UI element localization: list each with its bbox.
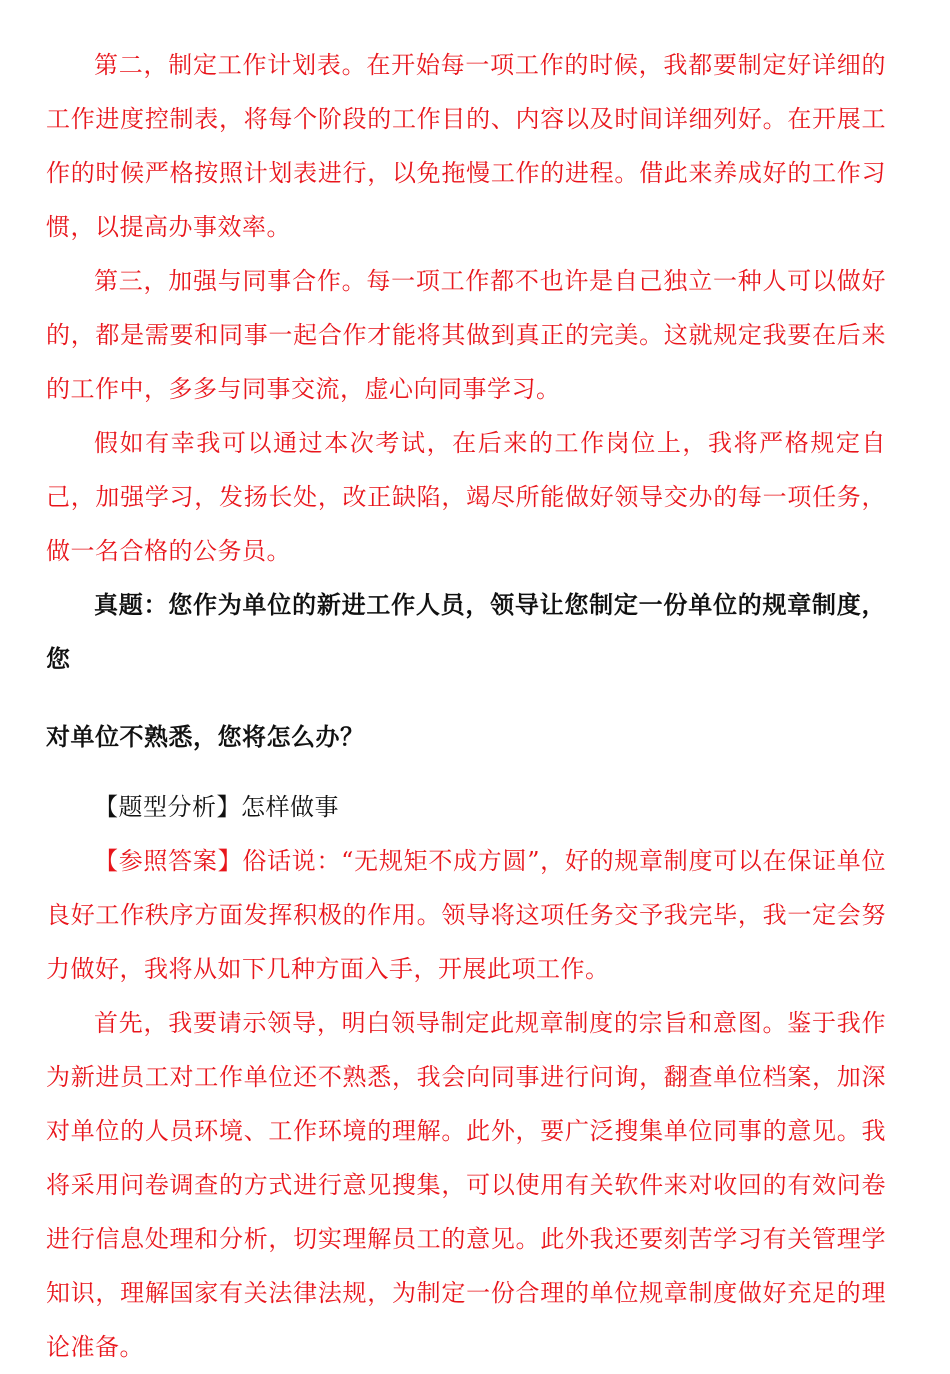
paragraph-first-step: 首先，我要请示领导，明白领导制定此规章制度的宗旨和意图。鉴于我作为新进员工对工作单位还不熟悉，我会向同事进行问询，翻查单位档案，加深对单位的人员环境、工作环境的理解。此外，要广泛搜集单位同事的意见。我将采用问卷调查的方式进行意见搜集，可以使用有关软件来对收回的有效问卷进行信息处理和分析，切实理解员工的意见。此外我还要刻苦学习有关管理学知识，理解国家有关法律法规，为制定一份合理的单位规章制度做好充足的理论准备。 (46, 1009, 886, 1361)
question-line-2: 对单位不熟悉，您将怎么办？ (46, 722, 365, 751)
question-line-1: 真题：您作为单位的新进工作人员，领导让您制定一份单位的规章制度，您 (46, 590, 886, 673)
paragraph-conclusion: 假如有幸我可以通过本次考试，在后来的工作岗位上，我将严格规定自己，加强学习，发扬长处，改正缺陷，竭尽所能做好领导交办的每一项任务，做一名合格的公务员。 (46, 429, 886, 565)
answer-label: 【参照答案】 (94, 847, 243, 875)
answer-text: 俗话说：“无规矩不成方圆”，好的规章制度可以在保证单位良好工作秩序方面发挥积极的作用。领导将这项任务交予我完毕，我一定会努力做好，我将从如下几种方面入手，开展此项工作。 (46, 847, 886, 983)
document-page (46, 38, 886, 1374)
paragraph-work-plan: 第二，制定工作计划表。在开始每一项工作的时候，我都要制定好详细的工作进度控制表，将每个阶段的工作目的、内容以及时间详细列好。在开展工作的时候严格按照计划表进行，以免拖慢工作的进程。借此来养成好的工作习惯，以提高办事效率。 (46, 51, 886, 241)
reference-answer (46, 834, 886, 996)
type-analysis: 【题型分析】怎样做事 (94, 793, 339, 821)
paragraph-cooperation: 第三，加强与同事合作。每一项工作都不也许是自己独立一种人可以做好的，都是需要和同事一起合作才能将其做到真正的完美。这就规定我要在后来的工作中，多多与同事交流，虚心向同事学习。 (46, 267, 886, 403)
